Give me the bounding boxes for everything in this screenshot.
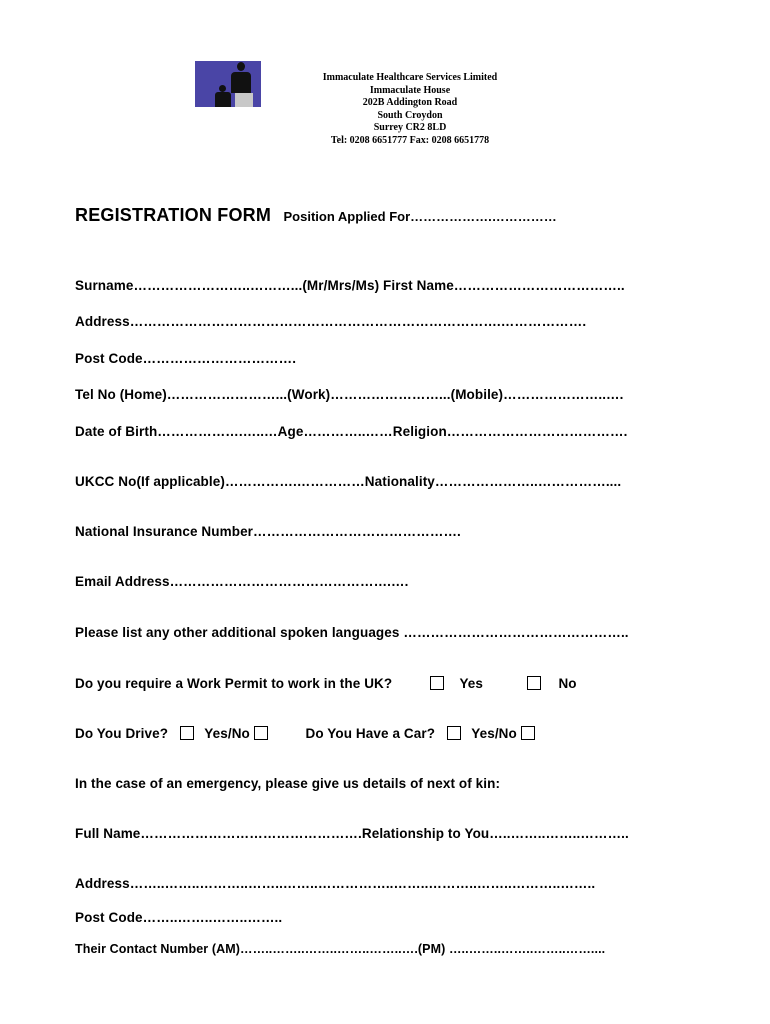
drive-no-checkbox[interactable]	[254, 726, 268, 740]
work-permit-no-checkbox[interactable]	[527, 676, 541, 690]
drive-yes-no-label: Yes/No	[204, 726, 250, 741]
surname-first-name-field[interactable]: Surname……………………..………...(Mr/Mrs/Ms) First Name………………………………..	[75, 278, 625, 293]
national-insurance-field[interactable]: National Insurance Number……………………………………….	[75, 524, 461, 539]
languages-field[interactable]: Please list any other additional spoken languages …………………………………………..	[75, 625, 629, 640]
form-heading	[75, 205, 557, 226]
company-street: 202B Addington Road	[362, 97, 458, 109]
kin-post-code-field[interactable]: Post Code……..……..……..……..	[75, 910, 283, 925]
company-name: Immaculate Healthcare Services Limited	[322, 72, 498, 83]
work-permit-yes-checkbox[interactable]	[430, 676, 444, 690]
car-yes-checkbox[interactable]	[447, 726, 461, 740]
work-permit-question: Do you require a Work Permit to work in the UK?	[75, 676, 393, 691]
company-logo	[195, 61, 261, 107]
company-county-postcode: Surrey CR2 8LD	[373, 122, 447, 134]
emergency-heading: In the case of an emergency, please give us details of next of kin:	[75, 776, 501, 791]
car-question: Do You Have a Car?	[305, 726, 436, 741]
ukcc-nationality-field[interactable]: UKCC No(If applicable)…………….……………Nationality…………………..……………....	[75, 474, 622, 489]
work-permit-no-label: No	[558, 676, 577, 691]
position-applied-field[interactable]: Position Applied For……………….……………	[283, 209, 557, 224]
kin-name-relationship-field[interactable]: Full Name………………………………………….Relationship to You…..……..……..………..	[75, 826, 629, 841]
telephone-field[interactable]: Tel No (Home)……………………...(Work)……………………...(Mobile)…………………..….	[75, 387, 624, 402]
company-phone-fax: Tel: 0208 6651777 Fax: 0208 6651778	[330, 134, 490, 146]
company-town: South Croydon	[377, 109, 443, 121]
post-code-field[interactable]: Post Code…………………………….	[75, 351, 297, 366]
company-building: Immaculate House	[369, 84, 451, 96]
form-title: REGISTRATION FORM	[75, 205, 272, 225]
drive-car-row	[75, 726, 535, 741]
work-permit-yes-label: Yes	[459, 676, 484, 691]
car-no-checkbox[interactable]	[521, 726, 535, 740]
company-address-block	[290, 72, 530, 148]
drive-yes-checkbox[interactable]	[180, 726, 194, 740]
car-yes-no-label: Yes/No	[471, 726, 517, 741]
kin-address-field[interactable]: Address……..……..………..……..……..……………..……..………..……..………..……..	[75, 876, 596, 891]
drive-question: Do You Drive?	[75, 726, 169, 741]
kin-contact-number-field[interactable]: Their Contact Number (AM)……..……..……..……..……..….(PM) …..……..……..……..……....	[75, 942, 606, 956]
email-field[interactable]: Email Address………………………………………….….	[75, 574, 409, 589]
address-field[interactable]: Address……………………………………………………………………….……………….	[75, 314, 587, 329]
dob-age-religion-field[interactable]: Date of Birth……………….…..…Age…………..……Religion………………………………….	[75, 424, 628, 439]
work-permit-row	[75, 676, 577, 691]
